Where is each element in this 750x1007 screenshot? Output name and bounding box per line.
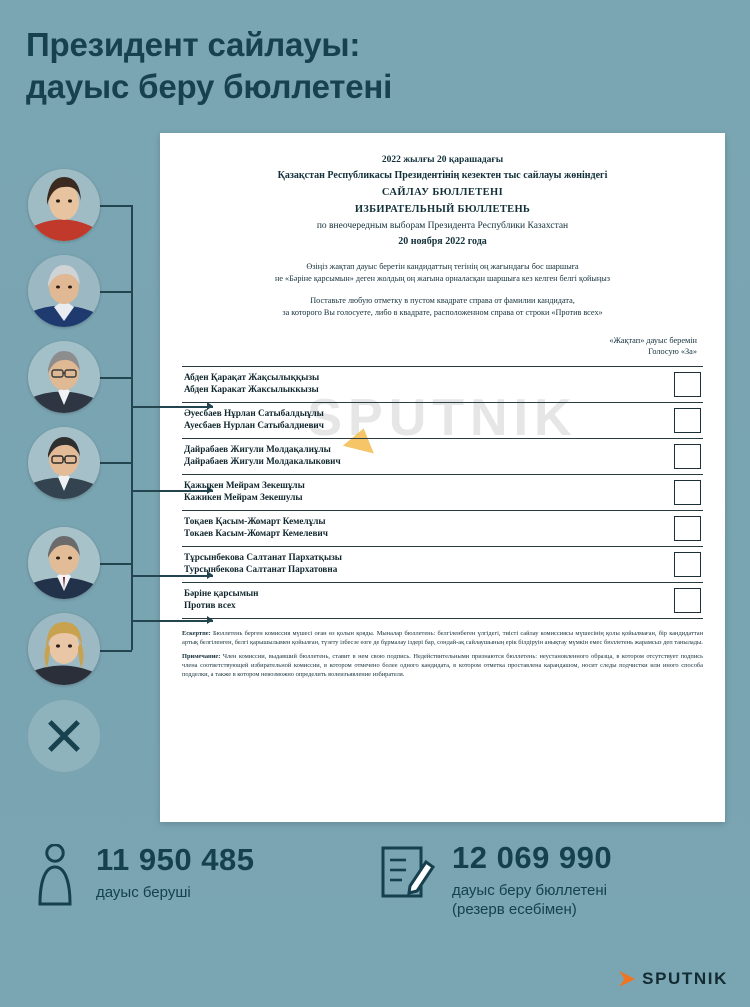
ballot-header-line4: ИЗБИРАТЕЛЬНЫЙ БЮЛЛЕТЕНЬ — [354, 204, 531, 215]
stat-voters-number: 11 950 485 — [96, 842, 255, 877]
connector-to-row-6 — [131, 620, 213, 622]
candidate-name-kk: Қажыкен Мейрам Зекешұлы — [184, 479, 305, 490]
candidate-portrait-2 — [28, 255, 100, 327]
against-all-x-icon — [28, 700, 100, 772]
portrait-image-3 — [28, 341, 100, 413]
candidate-checkbox[interactable] — [674, 444, 701, 469]
candidate-list — [182, 366, 703, 619]
ballot-header-line3: САЙЛАУ БЮЛЛЕТЕНІ — [381, 187, 504, 198]
candidate-row — [182, 583, 703, 619]
page-title: Президент сайлауы: дауыс беру бюллетені — [26, 26, 393, 106]
candidate-portrait-3 — [28, 341, 100, 413]
vote-for-ru: Голосую «За» — [648, 347, 697, 357]
candidate-names — [184, 371, 319, 396]
connector-5 — [100, 563, 132, 565]
instruction-kk: Өзіңіз жақтап дауыс беретін кандидаттың тегінің оң жағындағы бос шаршыға не «Бәріне қарсымын» деген жолдың оң жағына орналасқан шаршыға кез келген белгі қойыңыз — [274, 262, 611, 283]
ballot-header-line5: по внеочередным выборам Президента Республики Казахстан — [316, 221, 569, 231]
ballot-header-line6: 20 ноября 2022 года — [398, 236, 487, 247]
candidate-name-ru: Дайрабаев Жигули Молдакалыкович — [184, 456, 341, 467]
candidate-row — [182, 366, 703, 403]
candidate-name-ru: Против всех — [184, 600, 236, 611]
portrait-image-5 — [28, 527, 100, 599]
connector-6 — [100, 650, 132, 652]
portrait-image-4 — [28, 427, 100, 499]
candidate-checkbox[interactable] — [674, 480, 701, 505]
candidate-name-kk: Дайрабаев Жигули Молдақалиұлы — [184, 443, 331, 454]
candidate-checkbox[interactable] — [674, 516, 701, 541]
stat-ballots-number: 12 069 990 — [452, 840, 613, 875]
candidate-name-ru: Токаев Касым-Жомарт Кемелевич — [184, 528, 328, 539]
watermark-text: SPUTNIK — [307, 389, 578, 447]
candidate-name-kk: Әуесбаев Нұрлан Сатыбалдыұлы — [184, 407, 324, 418]
candidate-names — [184, 515, 328, 540]
candidate-name-kk: Бәріне қарсымын — [184, 587, 259, 598]
stat-ballots — [452, 842, 612, 920]
candidate-row — [182, 439, 703, 475]
portrait-image-2 — [28, 255, 100, 327]
portrait-image-1 — [28, 169, 100, 241]
instruction-ru: Поставьте любую отметку в пустом квадрате справа от фамилии кандидата, за которого Вы голосуете, либо в квадрате, расположенном справа от строки «Против всех» — [282, 295, 603, 317]
sputnik-logo — [619, 969, 728, 989]
ballot-header-line2: Қазақстан Республикасы Президентінің кезектен тыс сайлауы жөніндегі — [277, 170, 608, 181]
portrait-image-6 — [28, 613, 100, 685]
ballot-sheet — [160, 133, 725, 822]
sputnik-wordmark: SPUTNIK — [642, 969, 728, 988]
vote-for-kk: «Жақтап» дауыс беремін — [609, 335, 697, 345]
stat-voters — [96, 844, 254, 903]
candidate-name-ru: Ауесбаев Нурлан Сатыбалдиевич — [184, 420, 324, 431]
ballot-notes — [182, 629, 703, 679]
connector-4 — [100, 462, 132, 464]
candidate-names — [184, 479, 305, 504]
candidate-portrait-5 — [28, 527, 100, 599]
note-kk: Ескертпе: Бюллетень берген комиссия мүшесі оған өз қолын қояды. Мыналар бюллетень: белгіленбеген үлгідегі, тиісті сайлау комиссиясы мүшесінің қолы қойылмаған, бір кандидаттан артық белгіленген, белгі қарышылымен қойылған, түзету ізбесзе өзге де бұрмалау іздері бар, сондай-ақ сайлаушының ерік білдіруін анықтау мүмкін емес бюллетень жарамсыз деп танылады. — [182, 629, 703, 646]
candidate-checkbox[interactable] — [674, 588, 701, 613]
stat-voters-label: дауыс беруші — [96, 884, 191, 901]
candidate-portrait-1 — [28, 169, 100, 241]
connector-3 — [100, 377, 132, 379]
candidate-name-kk: Тұрсынбекова Салтанат Пархатқызы — [184, 551, 342, 562]
candidate-row — [182, 547, 703, 583]
connector-2 — [100, 291, 132, 293]
candidate-checkbox[interactable] — [674, 408, 701, 433]
candidate-portrait-6 — [28, 613, 100, 685]
candidate-name-ru: Турсынбекова Салтанат Пархатовна — [184, 564, 338, 575]
candidate-row — [182, 403, 703, 439]
note-ru: Примечание: Член комиссии, выдавший бюллетень, ставит в нем свою подпись. Недействительными признаются бюллетень: неустановленного образца, в котором отсутствует подпись члена соответствующей избирательной комиссии, в котором отмечено более одного кандидата, в котором отметка проставлена карандашом, носит следы подчистки или иного способа подделки, а также в котором невозможно определить волеизъявление избирателя. — [182, 652, 703, 679]
candidate-checkbox[interactable] — [674, 552, 701, 577]
candidate-names — [184, 443, 341, 468]
stat-ballots-label: дауыс беру бюллетені (резерв есебімен) — [452, 882, 608, 918]
candidate-name-kk: Тоқаев Қасым-Жомарт Кемелұлы — [184, 515, 326, 526]
candidate-portrait-4 — [28, 427, 100, 499]
connector-1 — [100, 205, 132, 207]
candidate-name-ru: Кажикен Мейрам Зекешулы — [184, 492, 303, 503]
statistics-section — [0, 838, 750, 946]
candidate-row — [182, 475, 703, 511]
ballot-pencil-icon — [380, 842, 436, 902]
candidate-name-kk: Абден Қарақат Жақсылыққызы — [184, 371, 320, 382]
sputnik-mark-icon — [619, 971, 635, 987]
candidate-row — [182, 511, 703, 547]
connector-trunk — [131, 205, 133, 650]
candidate-checkbox[interactable] — [674, 372, 701, 397]
candidate-name-ru: Абден Каракат Жаксылыккызы — [184, 384, 319, 395]
ballot-header — [182, 155, 703, 247]
ballot-header-line1: 2022 жылғы 20 қарашадағы — [381, 155, 504, 165]
person-icon — [34, 844, 76, 906]
candidate-names — [184, 587, 258, 612]
candidate-names — [184, 551, 342, 576]
vote-for-header — [182, 335, 703, 358]
candidate-names — [184, 407, 324, 432]
